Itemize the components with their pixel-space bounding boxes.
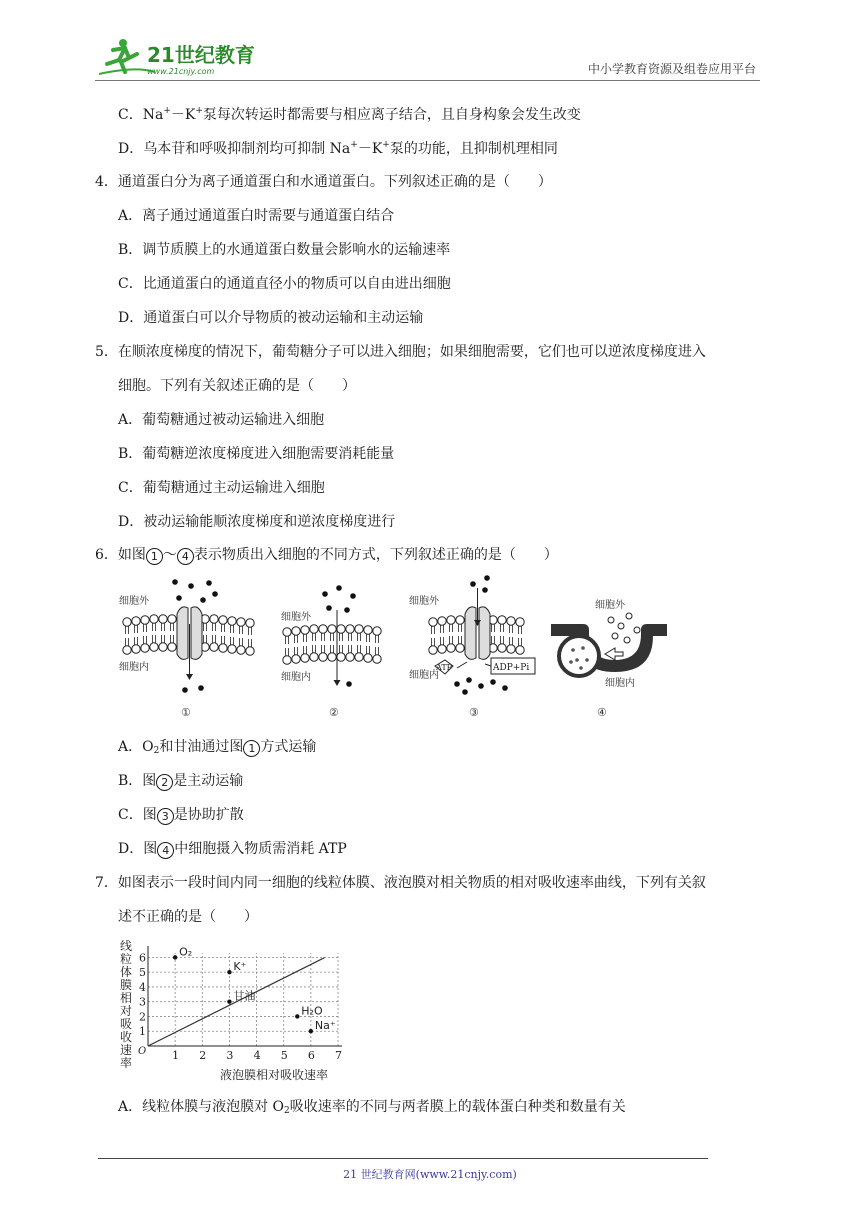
svg-text:细胞外: 细胞外 xyxy=(409,596,439,607)
figure-panel-4 xyxy=(551,598,667,719)
q4-option-d: D．通道蛋白可以介导物质的被动运输和主动运输 xyxy=(118,310,424,326)
q3-option-d: D．乌本苷和呼吸抑制剂均可抑制 Na+－K+泵的功能，且抑制机理相同 xyxy=(118,140,558,157)
y-tick-label: 3 xyxy=(139,995,146,1009)
data-point-label: O₂ xyxy=(179,945,193,959)
q6-option-a: A．$O_2$和甘油通过图 1 方式运输 xyxy=(118,739,317,756)
x-tick-label: 4 xyxy=(253,1049,261,1062)
ylabel-char: 收 xyxy=(120,1030,133,1044)
q3-option-c: C．Na+－K+泵每次转运时都需要与相应离子结合，且自身构象会发生改变 xyxy=(118,106,581,123)
svg-text:细胞外: 细胞外 xyxy=(281,612,311,623)
data-point-label: K⁺ xyxy=(233,960,247,974)
q4-option-a: A．离子通过通道蛋白时需要与通道蛋白结合 xyxy=(118,208,395,224)
header-platform-name: 中小学教育资源及组卷应用平台 xyxy=(587,62,756,76)
y-tick-label: 5 xyxy=(139,966,146,980)
q4-stem: 4．通道蛋白分为离子通道蛋白和水通道蛋白。下列叙述正确的是（ ） xyxy=(95,174,552,190)
page-header xyxy=(95,36,760,80)
q7-stem-line2: 述不正确的是（ ） xyxy=(118,909,258,925)
x-tick-label: 2 xyxy=(199,1049,207,1062)
y-tick-label: 2 xyxy=(139,1010,146,1024)
svg-text:ATP: ATP xyxy=(436,663,453,672)
logo-url: www.21cnjy.com xyxy=(147,67,215,76)
svg-text:细胞内: 细胞内 xyxy=(119,662,149,673)
y-tick-label: 4 xyxy=(139,980,146,994)
q6-option-c: C．图 3 是协助扩散 xyxy=(118,807,244,823)
site-logo xyxy=(95,36,265,80)
data-point-label: H₂O xyxy=(301,1004,323,1018)
ylabel-char: 膜 xyxy=(120,978,133,992)
q7-option-a: A．线粒体膜与液泡膜对 $O_2$吸收速率的不同与两者膜上的载体蛋白种类和数量有关 xyxy=(118,1099,626,1116)
y-tick-label: 1 xyxy=(139,1025,146,1039)
q5-option-d: D．被动运输能顺浓度梯度和逆浓度梯度进行 xyxy=(118,514,396,530)
x-tick-label: 5 xyxy=(280,1049,288,1062)
ylabel-char: 速 xyxy=(120,1043,133,1057)
svg-text:②: ② xyxy=(329,706,339,719)
data-point xyxy=(295,1014,299,1018)
ylabel-char: 线 xyxy=(120,939,133,953)
ylabel-char: 对 xyxy=(120,1004,133,1018)
chart-ylabel xyxy=(120,938,132,1070)
x-tick-label: 7 xyxy=(335,1049,342,1062)
q6-stem: 6．如图 1 ～ 4 表示物质出入细胞的不同方式，下列叙述正确的是（ ） xyxy=(95,547,558,563)
data-point-label: Na⁺ xyxy=(314,1019,336,1033)
chart-points xyxy=(173,945,336,1033)
svg-text:③: ③ xyxy=(469,706,479,719)
y-tick-label: 6 xyxy=(139,951,146,965)
x-tick-label: 3 xyxy=(226,1049,234,1062)
x-tick-label: 6 xyxy=(307,1049,315,1062)
svg-text:细胞外: 细胞外 xyxy=(595,600,625,611)
chart-xlabel: 液泡膜相对吸收速率 xyxy=(220,1068,329,1082)
q5-option-b: B．葡萄糖逆浓度梯度进入细胞需要消耗能量 xyxy=(118,446,395,462)
q5-stem-line1: 5．在顺浓度梯度的情况下，葡萄糖分子可以进入细胞；如果细胞需要，它们也可以逆浓度梯度进入 xyxy=(95,344,706,360)
ylabel-char: 吸 xyxy=(120,1017,133,1031)
q5-stem-line2: 细胞。下列有关叙述正确的是（ ） xyxy=(118,378,356,394)
ylabel-char: 率 xyxy=(120,1056,133,1070)
ylabel-char: 体 xyxy=(120,965,133,979)
data-point xyxy=(173,955,177,959)
svg-text:细胞内: 细胞内 xyxy=(409,670,439,681)
q7-stem-line1: 7．如图表示一段时间内同一细胞的线粒体膜、液泡膜对相关物质的相对吸收速率曲线，下列有关叙 xyxy=(95,875,706,891)
figure-panel-3 xyxy=(409,575,535,719)
figure-panel-1 xyxy=(119,579,254,719)
data-point-label: 甘油 xyxy=(233,989,256,1003)
svg-text:细胞内: 细胞内 xyxy=(605,678,635,689)
svg-text:④: ④ xyxy=(597,706,607,719)
header-divider xyxy=(95,80,760,81)
absorption-rate-chart xyxy=(118,938,350,1084)
ylabel-char: 相 xyxy=(120,991,133,1005)
q6-option-d: D．图 4 中细胞摄入物质需消耗 ATP xyxy=(118,841,347,857)
figure-panel-2 xyxy=(281,585,381,719)
transport-figure xyxy=(115,574,675,722)
q5-option-a: A．葡萄糖通过被动运输进入细胞 xyxy=(118,412,325,428)
logo-text: 21世纪教育 xyxy=(147,43,255,67)
chart-origin: O xyxy=(138,1046,147,1057)
svg-text:ADP+Pi: ADP+Pi xyxy=(493,663,530,673)
svg-text:细胞外: 细胞外 xyxy=(119,596,149,607)
footer-text: 21 世纪教育网(www.21cnjy.com) xyxy=(343,1168,517,1181)
data-point xyxy=(309,1029,313,1033)
x-tick-label: 1 xyxy=(172,1049,180,1062)
q4-option-b: B．调节质膜上的水通道蛋白数量会影响水的运输速率 xyxy=(118,242,451,258)
q4-option-c: C．比通道蛋白的通道直径小的物质可以自由进出细胞 xyxy=(118,276,451,292)
svg-text:①: ① xyxy=(181,706,191,719)
data-point xyxy=(227,999,231,1003)
q6-option-b: B．图 2 是主动运输 xyxy=(118,773,244,789)
q5-option-c: C．葡萄糖通过主动运输进入细胞 xyxy=(118,480,325,496)
data-point xyxy=(227,970,231,974)
footer-divider xyxy=(98,1158,708,1159)
svg-text:细胞内: 细胞内 xyxy=(281,672,311,683)
ylabel-char: 粒 xyxy=(120,952,133,966)
